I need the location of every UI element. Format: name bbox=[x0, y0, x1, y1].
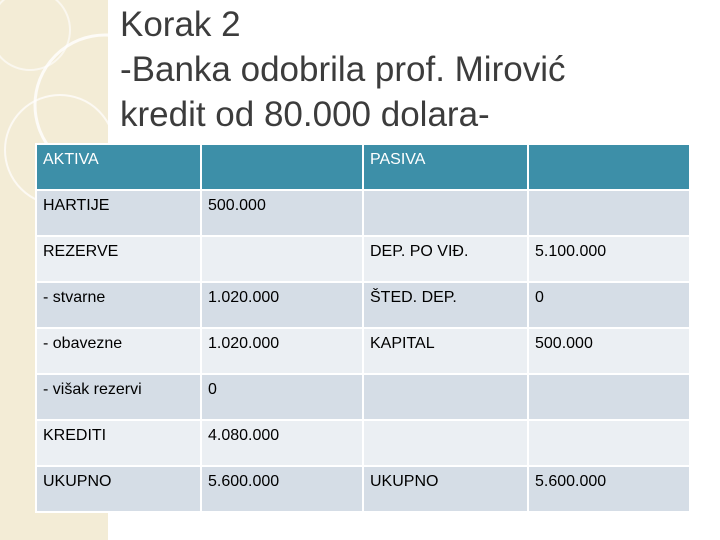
table-cell: 4.080.000 bbox=[201, 420, 363, 466]
title-line-1: Korak 2 bbox=[120, 5, 241, 44]
table-cell: 5.600.000 bbox=[201, 466, 363, 512]
table-cell: UKUPNO bbox=[36, 466, 201, 512]
table-cell: 500.000 bbox=[201, 190, 363, 236]
table-cell bbox=[201, 236, 363, 282]
header-cell-empty bbox=[201, 144, 363, 190]
table-cell: 5.600.000 bbox=[528, 466, 690, 512]
title-line-3: kredit od 80.000 dolara- bbox=[120, 95, 490, 134]
table-cell: UKUPNO bbox=[363, 466, 528, 512]
table-cell: 0 bbox=[201, 374, 363, 420]
header-cell-empty bbox=[528, 144, 690, 190]
table-cell bbox=[363, 190, 528, 236]
title-line-2: -Banka odobrila prof. Mirović bbox=[120, 50, 566, 89]
table-cell: 0 bbox=[528, 282, 690, 328]
table-cell: 500.000 bbox=[528, 328, 690, 374]
table-cell: - obavezne bbox=[36, 328, 201, 374]
table-row bbox=[36, 328, 690, 374]
table-cell: KREDITI bbox=[36, 420, 201, 466]
table-row bbox=[36, 374, 690, 420]
table-cell bbox=[363, 374, 528, 420]
table-row bbox=[36, 236, 690, 282]
table-cell: - višak rezervi bbox=[36, 374, 201, 420]
table-header-row bbox=[36, 144, 690, 190]
table-cell: HARTIJE bbox=[36, 190, 201, 236]
table-cell: 5.100.000 bbox=[528, 236, 690, 282]
table-cell: DEP. PO VIĐ. bbox=[363, 236, 528, 282]
table-cell bbox=[528, 190, 690, 236]
slide-title bbox=[120, 2, 710, 137]
table-cell: REZERVE bbox=[36, 236, 201, 282]
table-row bbox=[36, 420, 690, 466]
table-cell bbox=[363, 420, 528, 466]
table-cell: 1.020.000 bbox=[201, 282, 363, 328]
table-cell bbox=[528, 374, 690, 420]
table-row bbox=[36, 282, 690, 328]
table-cell: 1.020.000 bbox=[201, 328, 363, 374]
table-cell bbox=[528, 420, 690, 466]
header-pasiva: PASIVA bbox=[363, 144, 528, 190]
table-row-total bbox=[36, 466, 690, 512]
table-row bbox=[36, 190, 690, 236]
header-aktiva: AKTIVA bbox=[36, 144, 201, 190]
table-cell: - stvarne bbox=[36, 282, 201, 328]
balance-sheet-table bbox=[35, 143, 691, 513]
table-cell: ŠTED. DEP. bbox=[363, 282, 528, 328]
table-cell: KAPITAL bbox=[363, 328, 528, 374]
